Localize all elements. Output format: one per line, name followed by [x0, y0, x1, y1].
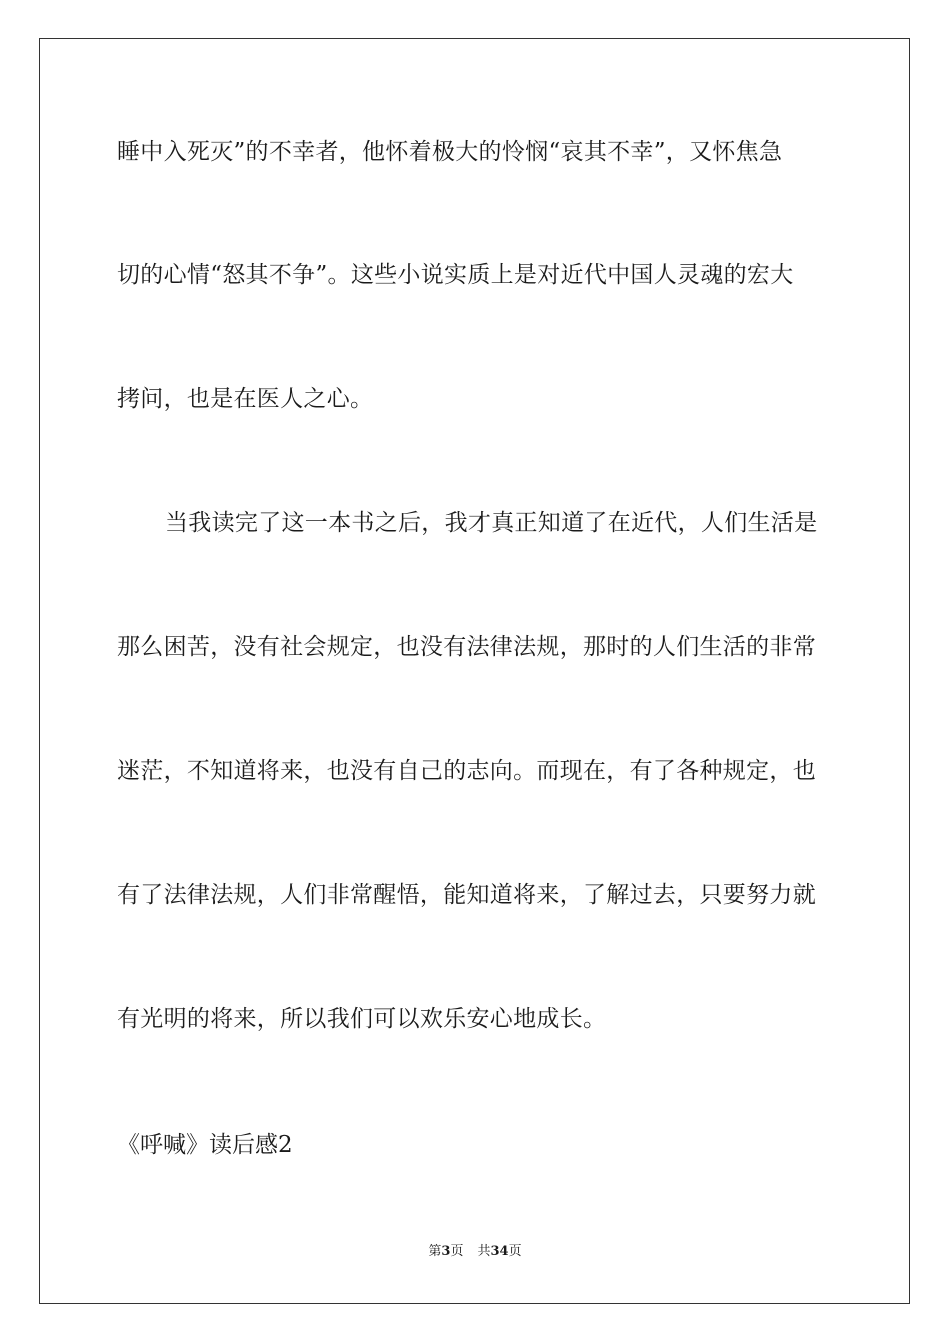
body-line-6: 迷茫，不知道将来，也没有自己的志向。而现在，有了各种规定，也	[117, 758, 816, 784]
body-line-5: 那么困苦，没有社会规定，也没有法律法规，那时的人们生活的非常	[117, 634, 816, 660]
body-line-8: 有光明的将来，所以我们可以欢乐安心地成长。	[117, 1006, 607, 1032]
footer-total-suffix: 页	[508, 1244, 522, 1259]
body-line-3: 拷问，也是在医人之心。	[117, 386, 374, 412]
body-line-7: 有了法律法规，人们非常醒悟，能知道将来，了解过去，只要努力就	[117, 882, 816, 908]
footer-prefix: 第	[428, 1244, 442, 1259]
page-border	[39, 38, 910, 1304]
footer-page-number: 3	[441, 1244, 451, 1259]
page-footer	[0, 1243, 950, 1261]
body-line-2: 切的心情“怒其不争”。这些小说实质上是对近代中国人灵魂的宏大	[117, 262, 794, 288]
footer-total-pages: 34	[490, 1244, 509, 1259]
body-line-1: 睡中入死灭”的不幸者，他怀着极大的怜悯“哀其不幸”，又怀焦急	[117, 139, 783, 165]
footer-total-prefix: 共	[477, 1244, 491, 1259]
body-line-4: 当我读完了这一本书之后，我才真正知道了在近代，人们生活是	[165, 510, 818, 536]
footer-page-suffix: 页	[450, 1244, 464, 1259]
section-heading: 《呼喊》读后感2	[117, 1132, 293, 1158]
